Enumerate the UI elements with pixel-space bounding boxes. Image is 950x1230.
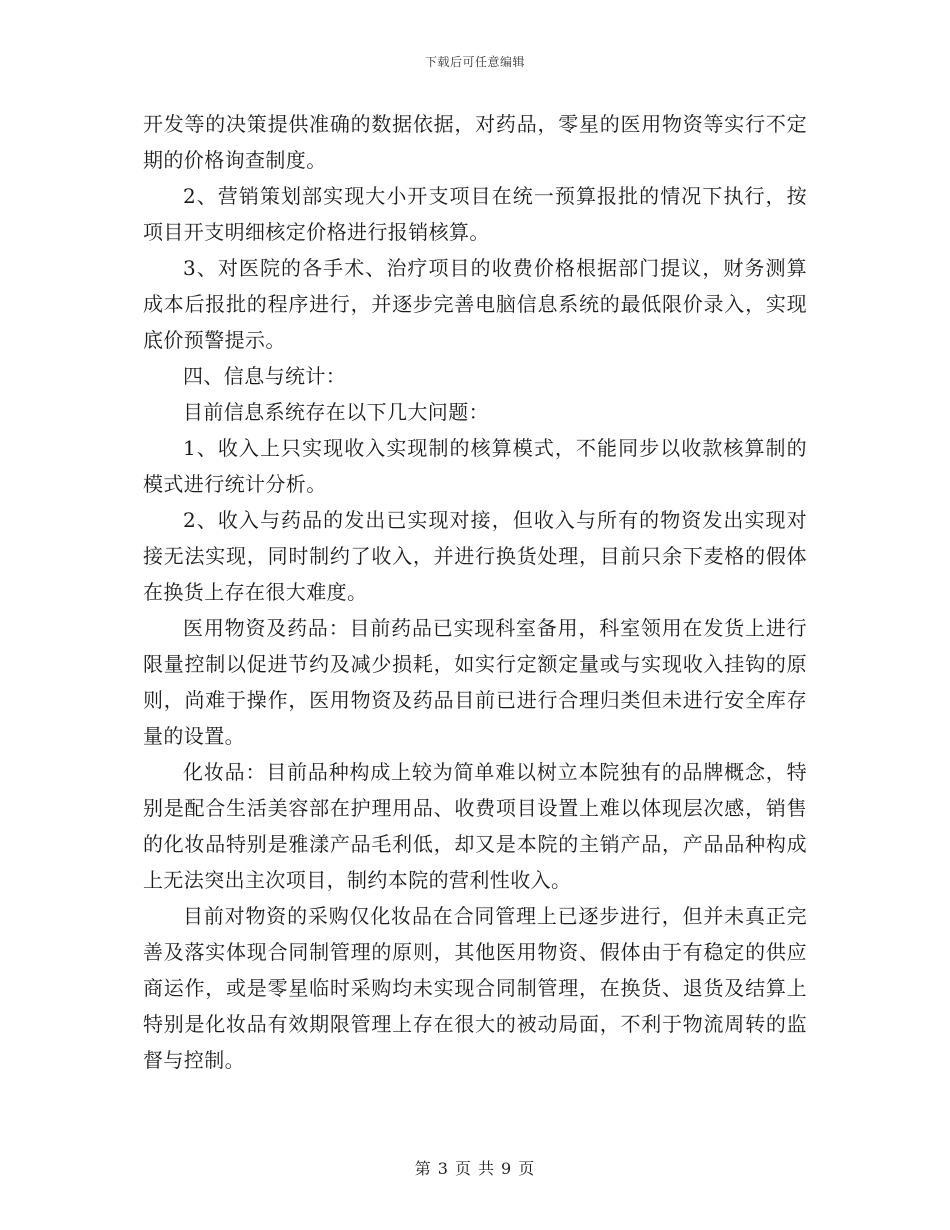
paragraph: 2、收入与药品的发出已实现对接，但收入与所有的物资发出实现对接无法实现，同时制约了收入，并进行换货处理，目前只余下麦格的假体在换货上存在很大难度。 — [143, 508, 807, 604]
paragraph: 目前信息系统存在以下几大问题： — [183, 400, 489, 424]
document-body — [143, 106, 807, 1078]
current-page-number: 3 — [437, 1159, 449, 1178]
paragraph: 3、对医院的各手术、治疗项目的收费价格根据部门提议，财务测算成本后报批的程序进行，并逐步完善电脑信息系统的最低限价录入，实现底价预警提示。 — [143, 256, 807, 352]
page-number-suffix: 页 — [518, 1159, 536, 1178]
page-number-middle: 页 共 — [454, 1159, 496, 1178]
page-header: 下载后可任意编辑 — [424, 55, 525, 69]
section-heading: 四、信息与统计： — [183, 364, 347, 388]
paragraph: 化妆品：目前品种构成上较为简单难以树立本院独有的品牌概念，特别是配合生活美容部在护理用品、收费项目设置上难以体现层次感，销售的化妆品特别是雅漾产品毛利低，却又是本院的主销产品，产品品种构成上无法突出主次项目，制约本院的营利性收入。 — [143, 760, 807, 892]
paragraph: 医用物资及药品：目前药品已实现科室备用，科室领用在发货上进行限量控制以促进节约及减少损耗，如实行定额定量或与实现收入挂钩的原则，尚难于操作，医用物资及药品目前已进行合理归类但未进行安全库存量的设置。 — [143, 616, 807, 748]
paragraph: 1、收入上只实现收入实现制的核算模式，不能同步以收款核算制的模式进行统计分析。 — [143, 436, 807, 496]
page-footer — [0, 1156, 950, 1179]
paragraph: 目前对物资的采购仅化妆品在合同管理上已逐步进行，但并未真正完善及落实体现合同制管理的原则，其他医用物资、假体由于有稳定的供应商运作，或是零星临时采购均未实现合同制管理，在换货、退货及结算上特别是化妆品有效期限管理上存在很大的被动局面，不利于物流周转的监督与控制。 — [143, 904, 807, 1072]
paragraph: 2、营销策划部实现大小开支项目在统一预算报批的情况下执行，按项目开支明细核定价格进行报销核算。 — [143, 184, 807, 244]
total-page-number: 9 — [501, 1159, 513, 1178]
page-number-prefix: 第 — [414, 1159, 432, 1178]
paragraph: 开发等的决策提供准确的数据依据，对药品，零星的医用物资等实行不定期的价格询查制度。 — [143, 112, 807, 172]
